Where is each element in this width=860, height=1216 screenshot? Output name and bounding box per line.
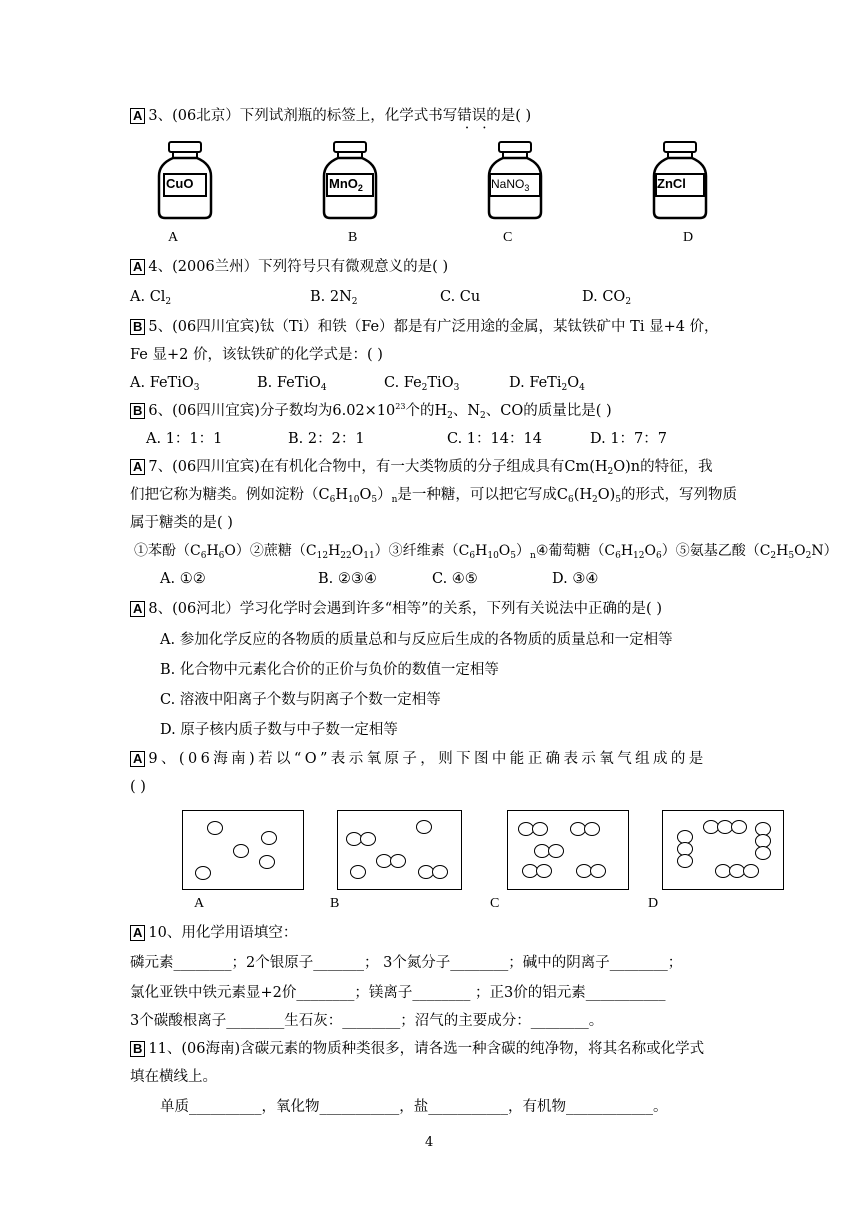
q10-blanks-3: 3个碳酸根离子________生石灰：________；沼气的主要成分：________。 [130, 1013, 604, 1029]
diagram-letter-b: B [330, 896, 340, 911]
q4-option-a: A. $Cl_2$ [130, 289, 172, 307]
diagram-d-box [662, 810, 784, 890]
q6-option-a: A. 1：1：1 [146, 431, 223, 447]
bottle-label-d: ZnCl [657, 176, 686, 191]
q7-line1 [130, 458, 713, 476]
q7-option-a: A. ①② [160, 571, 206, 587]
q7-tag: A [130, 459, 145, 475]
q5-option-d: D. $FeTi_2O_4$ [509, 375, 585, 393]
atom [731, 820, 747, 834]
atom [743, 864, 759, 878]
atom [390, 854, 406, 868]
q3-text: 3、(06北京）下列试剂瓶的标签上，化学式书写错误 • •的是( ) [148, 108, 531, 124]
q11-text1: 11、(06海南)含碳元素的物质种类很多，请各选一种含碳的纯净物，将其名称或化学式 [148, 1041, 705, 1057]
q4-tag: A [130, 259, 145, 275]
diagram-letter-a: A [194, 896, 205, 911]
atom [432, 865, 448, 879]
q10-blanks-1: 磷元素________；2个银原子_______； 3个氮分子________；碱中的阴离子________； [130, 955, 683, 971]
q9-text1: 9、(06海南)若以“O”表示氧原子，则下图中能正确表示氧气组成的是 [148, 751, 707, 767]
q7-option-b: B. ②③④ [318, 571, 377, 587]
atom [755, 846, 771, 860]
q10-blanks-2: 氯化亚铁中铁元素显+2价________；镁离子________ ；正3价的铝元素___________ [130, 985, 666, 1001]
atom [360, 832, 376, 846]
bottle-letter-b: B [348, 230, 358, 245]
atom [416, 820, 432, 834]
q5-tag: B [130, 319, 145, 335]
q4-option-d: D. $CO_2$ [582, 289, 632, 307]
q3-tag: A [130, 108, 145, 124]
q6-option-b: B. 2：2：1 [288, 431, 365, 447]
q6-option-c: C. 1：14：14 [447, 431, 542, 447]
q9-tag: A [130, 751, 145, 767]
q8-tag: A [130, 601, 145, 617]
bottle-letter-c: C [503, 230, 513, 245]
q5-line1 [130, 318, 719, 336]
q11-blanks: 单质__________，氧化物___________，盐___________，有机物____________。 [160, 1099, 668, 1115]
q6-line [130, 402, 612, 420]
q7-text1: 7、(06四川宜宾)在有机化合物中，有一大类物质的分子组成具有$Cm(H_2O)n$的特征，我 [148, 459, 713, 477]
q7-option-d: D. ③④ [552, 571, 599, 587]
bottle-label-b: MnO$_2$ [329, 176, 363, 193]
q8-option-a: A. 参加化学反应的各物质的质量总和与反应后生成的各物质的质量总和一定相等 [160, 632, 673, 648]
bottle-letter-d: D [683, 230, 694, 245]
q11-line2: 填在横线上。 [130, 1069, 217, 1085]
q8-text: 8、(06河北）学习化学时会遇到许多“相等”的关系，下列有关说法中正确的是( ) [148, 601, 662, 617]
q8-line [130, 600, 662, 618]
atom [259, 855, 275, 869]
atom [195, 866, 211, 880]
q5-option-a: A. FeTiO$_3$ [130, 375, 200, 393]
q7-option-c: C. ④⑤ [432, 571, 478, 587]
q10-tag: A [130, 925, 145, 941]
q9-line1 [130, 750, 707, 768]
q5-option-b: B. FeTiO$_4$ [257, 375, 327, 393]
atom [548, 844, 564, 858]
atom [677, 854, 693, 868]
q5-text1: 5、(06四川宜宾)钛（Ti）和铁（Fe）都是有广泛用途的金属，某钛铁矿中 Ti 显+4 价， [148, 319, 719, 335]
q6-tag: B [130, 403, 145, 419]
diagram-b-box [337, 810, 462, 890]
atom [350, 865, 366, 879]
diagram-a-box [182, 810, 304, 890]
q7-items: ①苯酚$(C_6H_6O)②$蔗糖$(C_{12}H_{22}O_{11})③$纤维素$(C_6H_{10}O_5)_n④$葡萄糖$(C_6H_{12}O_6)⑤$氨基乙酸$(C_2H_5O_2N)$ [134, 543, 838, 561]
q4-line [130, 258, 448, 276]
atom [536, 864, 552, 878]
q4-option-c: C. Cu [440, 289, 481, 305]
q5-line2: Fe 显+2 价，该钛铁矿的化学式是：( ) [130, 347, 383, 363]
q10-text: 10、用化学用语填空： [148, 925, 298, 941]
q9-line2: ( ) [130, 779, 146, 795]
bottle-letter-a: A [168, 230, 179, 245]
q10-line [130, 924, 297, 942]
diagram-letter-d: D [648, 896, 659, 911]
atom [590, 864, 606, 878]
q11-line1 [130, 1040, 704, 1058]
q11-tag: B [130, 1041, 145, 1057]
diagram-letter-c: C [490, 896, 500, 911]
atom [261, 831, 277, 845]
atom [207, 821, 223, 835]
q7-line2: 们把它称为糖类。例如淀粉$(C_6H_{10}O_5)_n$是一种糖，可以把它写成$C_6(H_2O)_5$的形式，写列物质 [130, 487, 738, 505]
q8-option-b: B. 化合物中元素化合价的正价与负价的数值一定相等 [160, 662, 499, 678]
q6-option-d: D. 1：7：7 [590, 431, 668, 447]
q5-option-c: C. $Fe_2TiO_3$ [384, 375, 460, 393]
bottle-label-a: CuO [166, 176, 194, 191]
q7-line3: 属于糖类的是( ) [130, 515, 233, 531]
q8-option-d: D. 原子核内质子数与中子数一定相等 [160, 722, 398, 738]
q6-text: 6、(06四川宜宾)分子数均为$6.02\times 10^{23}$个的$H_2$、$N_2$、CO的质量比是( ) [148, 402, 612, 421]
atom [233, 844, 249, 858]
q3-line [130, 107, 531, 125]
page-number: 4 [425, 1135, 434, 1150]
diagram-c-box [507, 810, 629, 890]
q8-option-c: C. 溶液中阳离子个数与阴离子个数一定相等 [160, 692, 441, 708]
atom [584, 822, 600, 836]
atom [532, 822, 548, 836]
q4-option-b: B. $2N_2$ [310, 289, 358, 307]
bottle-label-c: NaNO$_3$ [491, 177, 530, 193]
q4-text: 4、(2006兰州）下列符号只有微观意义的是( ) [148, 259, 449, 275]
